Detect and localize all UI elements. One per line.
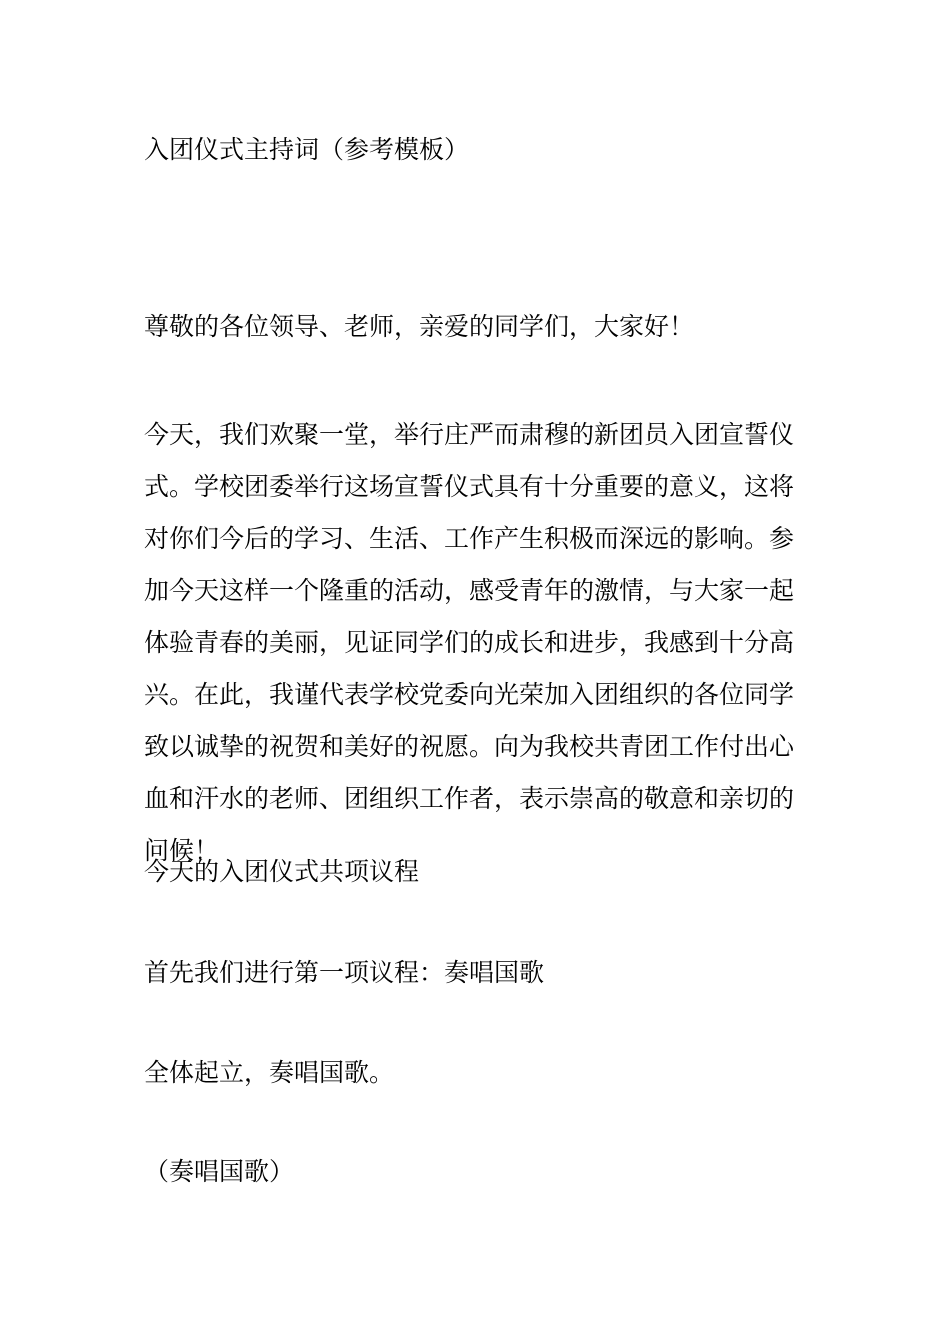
stand-instruction: 全体起立，奏唱国歌。 [144,1058,395,1087]
anthem-note: （奏唱国歌） [144,1157,295,1186]
agenda-intro-paragraph: 今天的入团仪式共项议程 [144,857,420,886]
agenda-first-item: 首先我们进行第一项议程：奏唱国歌 [144,958,545,987]
opening-paragraph: 今天，我们欢聚一堂，举行庄严而肃穆的新团员入团宣誓仪式。学校团委举行这场宣誓仪式具有十分重要的意义，这将对你们今后的学习、生活、工作产生积极而深远的影响。参加今天这样一个隆重的活动，感受青年的激情，与大家一起体验青春的美丽，见证同学们的成长和进步，我感到十分高兴。在此，我谨代表学校党委向光荣加入团组织的各位同学致以诚挚的祝贺和美好的祝愿。向为我校共青团工作付出心血和汗水的老师、团组织工作者，表示崇高的敬意和亲切的问候！ [144,420,795,865]
document-title: 入团仪式主持词（参考模板） [144,135,470,164]
greeting-paragraph: 尊敬的各位领导、老师，亲爱的同学们，大家好！ [144,312,695,341]
